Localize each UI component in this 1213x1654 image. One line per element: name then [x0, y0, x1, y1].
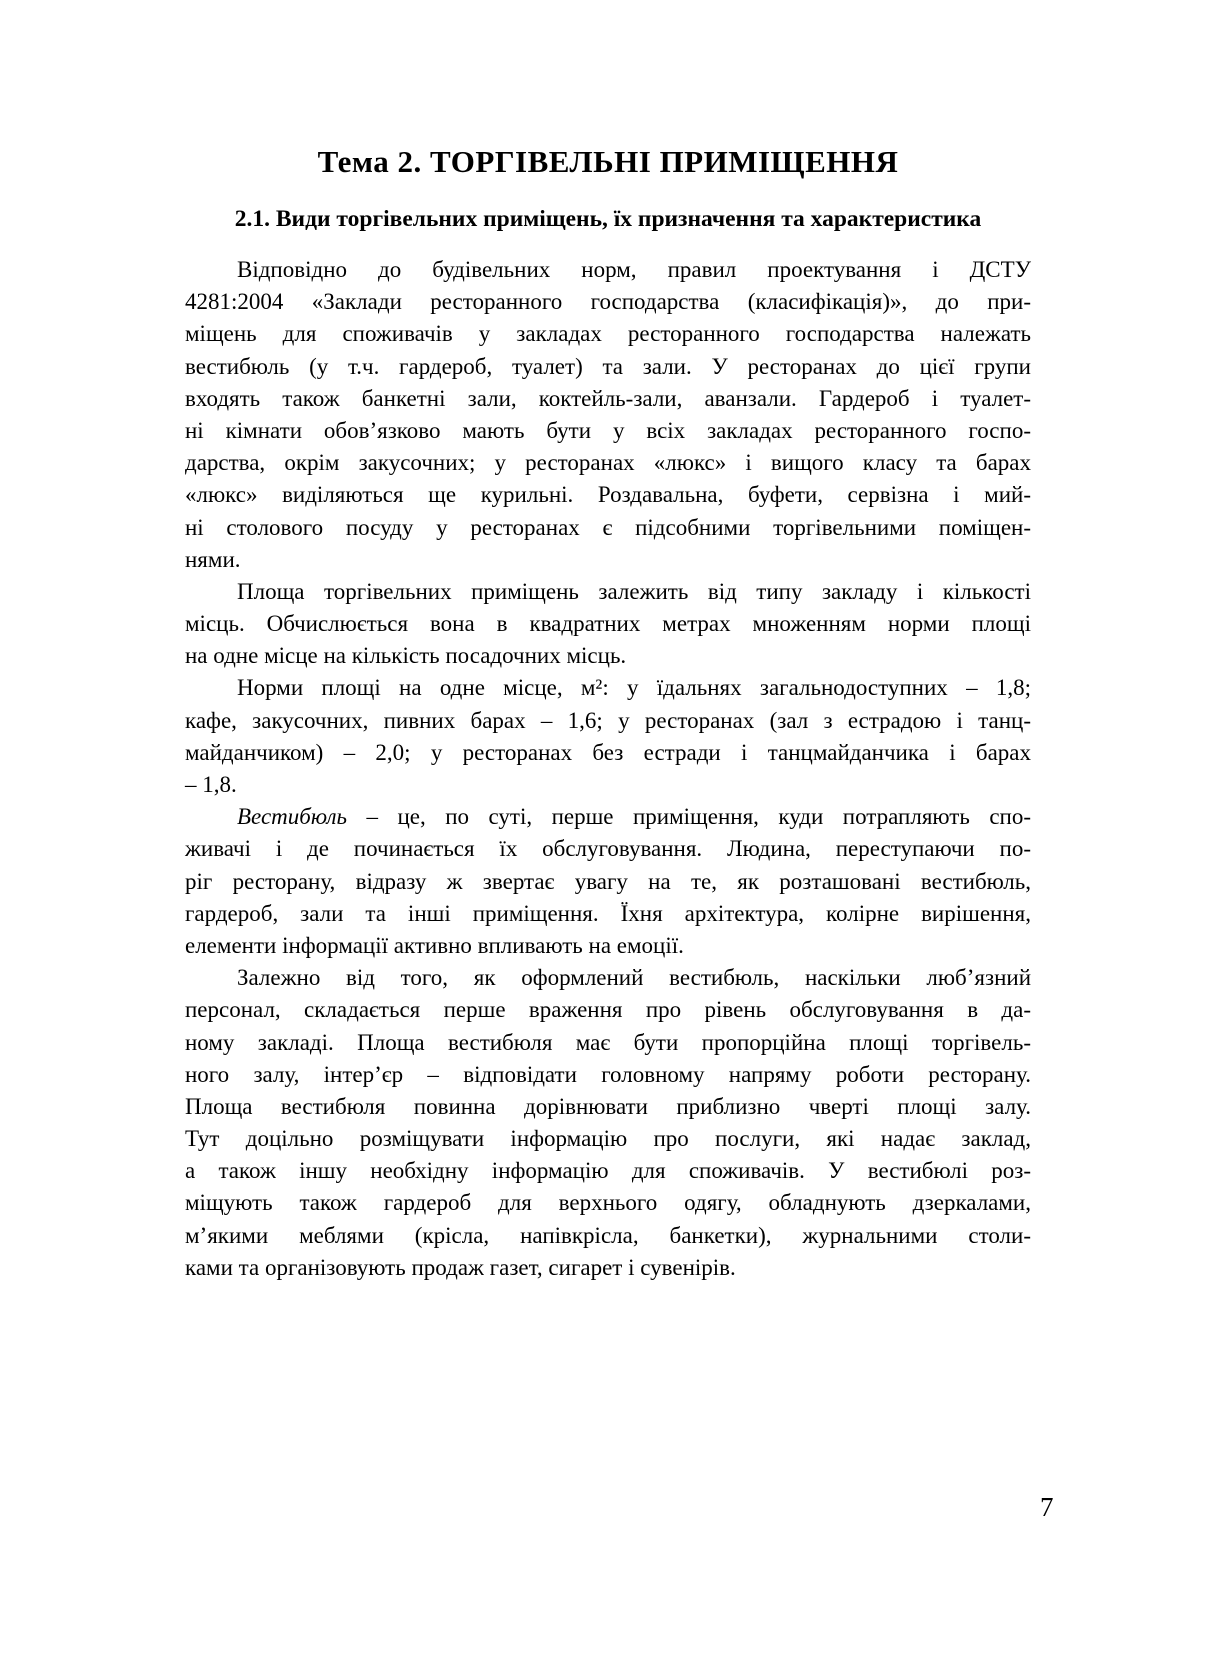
- text-line: вестибюль (у т.ч. гардероб, туалет) та зали. У ресторанах до цієї групи: [185, 353, 1031, 379]
- text-line: міщують також гардероб для верхнього одягу, обладнують дзеркалами,: [185, 1190, 1031, 1216]
- paragraph: [185, 576, 1031, 673]
- text-line: міщень для споживачів у закладах ресторанного господарства належать: [185, 321, 1031, 347]
- text-line: Площа вестибюля повинна дорівнювати приблизно чверті площі залу.: [185, 1093, 1031, 1119]
- text-line: місць. Обчислюється вона в квадратних метрах множенням норми площі: [185, 611, 1031, 637]
- text-line: а також іншу необхідну інформацію для споживачів. У вестибюлі роз-: [185, 1158, 1031, 1184]
- text-line: Площа торгівельних приміщень залежить від типу закладу і кількості: [237, 578, 1031, 604]
- text-line: входять також банкетні зали, коктейль-зали, аванзали. Гардероб і туалет-: [185, 385, 1031, 411]
- text-line: живачі і де починається їх обслуговування. Людина, переступаючи по-: [185, 836, 1031, 862]
- text-line: Відповідно до будівельних норм, правил проектування і ДСТУ: [237, 257, 1031, 282]
- text-line: м’якими меблями (крісла, напівкрісла, банкетки), журнальними столи-: [185, 1222, 1031, 1248]
- text-line: Норми площі на одне місце, м²: у їдальнях загальнодоступних – 1,8;: [237, 675, 1031, 701]
- page-title: Тема 2. ТОРГІВЕЛЬНІ ПРИМІЩЕННЯ: [317, 144, 899, 179]
- text-line: 4281:2004 «Заклади ресторанного господарства (класифікація)», до при-: [185, 289, 1031, 315]
- text-line: кафе, закусочних, пивних барах – 1,6; у ресторанах (зал з естрадою і танц-: [185, 707, 1031, 733]
- text-line: дарства, окрім закусочних; у ресторанах «люкс» і вищого класу та барах: [185, 450, 1031, 476]
- text-line: ного залу, інтер’єр – відповідати головному напряму роботи ресторану.: [185, 1061, 1031, 1087]
- text-line: – 1,8.: [185, 772, 237, 797]
- text-line: гардероб, зали та інші приміщення. Їхня архітектура, колірне вирішення,: [185, 900, 1031, 926]
- section-heading: 2.1. Види торгівельних приміщень, їх призначення та характеристика: [234, 206, 982, 232]
- text-line: нями.: [185, 546, 241, 572]
- text-line: [185, 801, 1031, 833]
- text-line: ками та організовують продаж газет, сигарет і сувенірів.: [185, 1254, 736, 1280]
- paragraph: [185, 254, 1031, 576]
- text-line: Тут доцільно розміщувати інформацію про послуги, які надає заклад,: [185, 1126, 1031, 1152]
- text-line: персонал, складається перше враження про рівень обслуговування в да-: [185, 997, 1031, 1023]
- paragraph: [185, 962, 1031, 1284]
- text-line: ріг ресторану, відразу ж звертає увагу на те, як розташовані вестибюль,: [185, 868, 1031, 894]
- text-line: на одне місце на кількість посадочних місць.: [185, 643, 627, 669]
- paragraph: [185, 672, 1031, 801]
- page-number: 7: [1040, 1492, 1054, 1522]
- text-line: «люкс» виділяються ще курильні. Роздавальна, буфети, сервізна і мий-: [185, 482, 1031, 508]
- line-rest: – це, по суті, перше приміщення, куди потрапляють спо-: [366, 804, 1031, 830]
- paragraph: [185, 801, 1031, 962]
- text-line: ні кімнати обов’язково мають бути у всіх закладах ресторанного госпо-: [185, 417, 1031, 443]
- body-text: [185, 254, 1031, 1284]
- text-line: елементи інформації активно впливають на емоції.: [185, 932, 684, 958]
- text-line: Залежно від того, як оформлений вестибюль, наскільки люб’язний: [237, 965, 1031, 991]
- italic-lead-word: Вестибюль: [237, 804, 347, 830]
- text-line: ному закладі. Площа вестибюля має бути пропорційна площі торгівель-: [185, 1029, 1031, 1055]
- text-line: ні столового посуду у ресторанах є підсобними торгівельними поміщен-: [185, 514, 1031, 540]
- text-line: майданчиком) – 2,0; у ресторанах без естради і танцмайданчика і барах: [185, 739, 1031, 765]
